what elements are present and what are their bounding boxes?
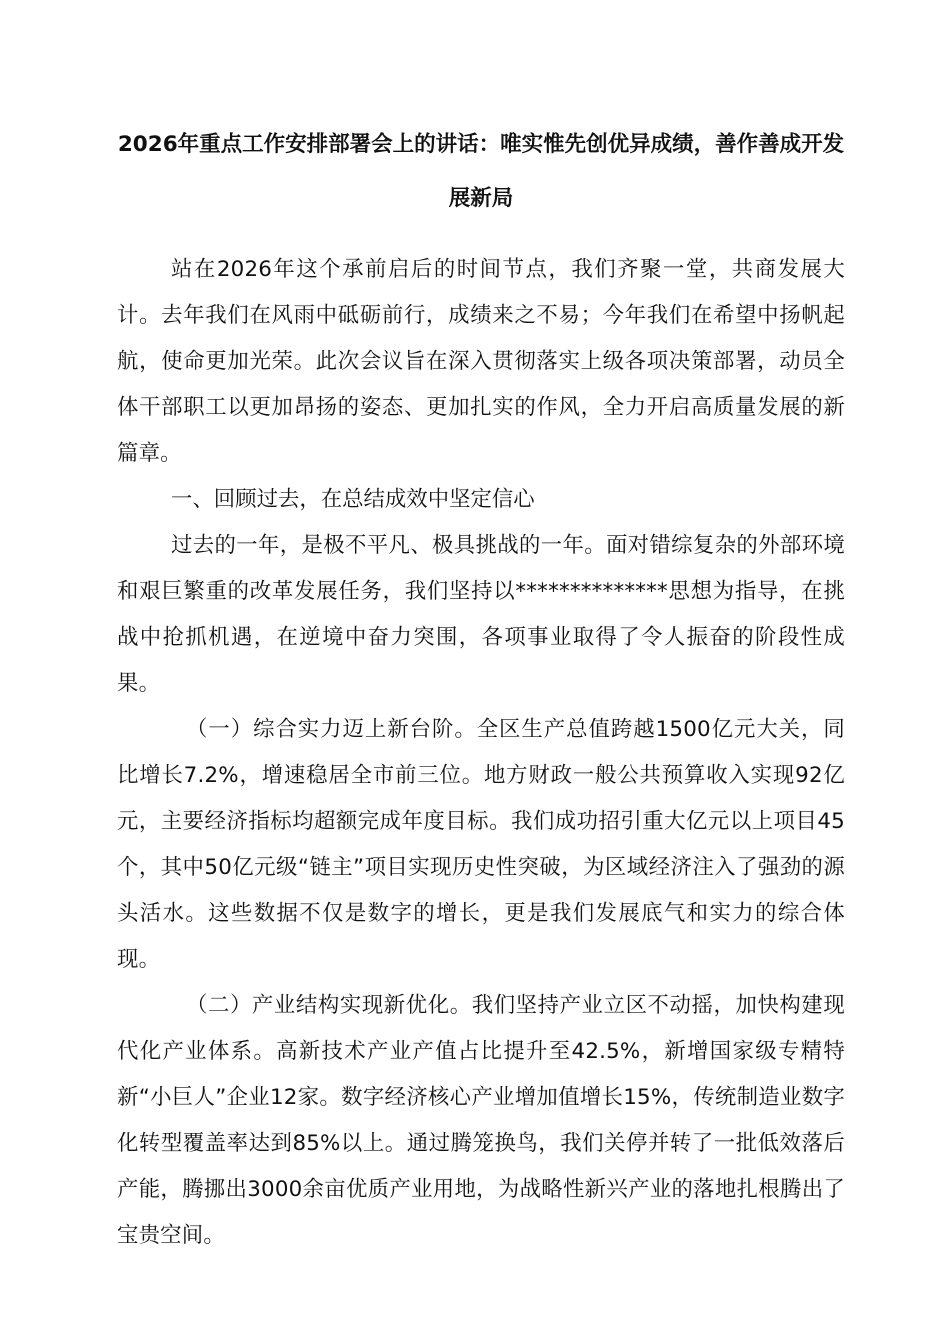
paragraph-industrial-structure: （二）产业结构实现新优化。我们坚持产业立区不动摇，加快构建现代化产业体系。高新技术产业产值占比提升至42.5%，新增国家级专精特新“小巨人”企业12家。数字经济核心产业增加值增长15%，传统制造业数字化转型覆盖率达到85%以上。通过腾笼换鸟，我们关停并转了一批低效落后产能，腾挪出3000余亩优质产业用地，为战略性新兴产业的落地扎根腾出了宝贵空间。: [117, 993, 845, 1248]
paragraph-intro: 站在2026年这个承前启后的时间节点，我们齐聚一堂，共商发展大计。去年我们在风雨中砥砺前行，成绩来之不易；今年我们在希望中扬帆起航，使命更加光荣。此次会议旨在深入贯彻落实上级各项决策部署，动员全体干部职工以更加昂扬的姿态、更加扎实的作风，全力开启高质量发展的新篇章。: [117, 257, 845, 466]
section-heading-review: 一、回顾过去，在总结成效中坚定信心: [171, 487, 535, 512]
paragraph-past-year: 过去的一年，是极不平凡、极具挑战的一年。面对错综复杂的外部环境和艰巨繁重的改革发展任务，我们坚持以**************思想为指导，在挑战中抢抓机遇，在逆境中奋力突围，各项事业取得了令人振奋的阶段性成果。: [117, 533, 845, 696]
document-page: [117, 118, 845, 1259]
document-title: 2026年重点工作安排部署会上的讲话：唯实惟先创优异成绩，善作善成开发展新局: [117, 132, 845, 211]
paragraph-comprehensive-strength: （一）综合实力迈上新台阶。全区生产总值跨越1500亿元大关，同比增长7.2%，增速稳居全市前三位。地方财政一般公共预算收入实现92亿元，主要经济指标均超额完成年度目标。我们成功招引重大亿元以上项目45个，其中50亿元级“链主”项目实现历史性突破，为区域经济注入了强劲的源头活水。这些数据不仅是数字的增长，更是我们发展底气和实力的综合体现。: [117, 717, 845, 972]
